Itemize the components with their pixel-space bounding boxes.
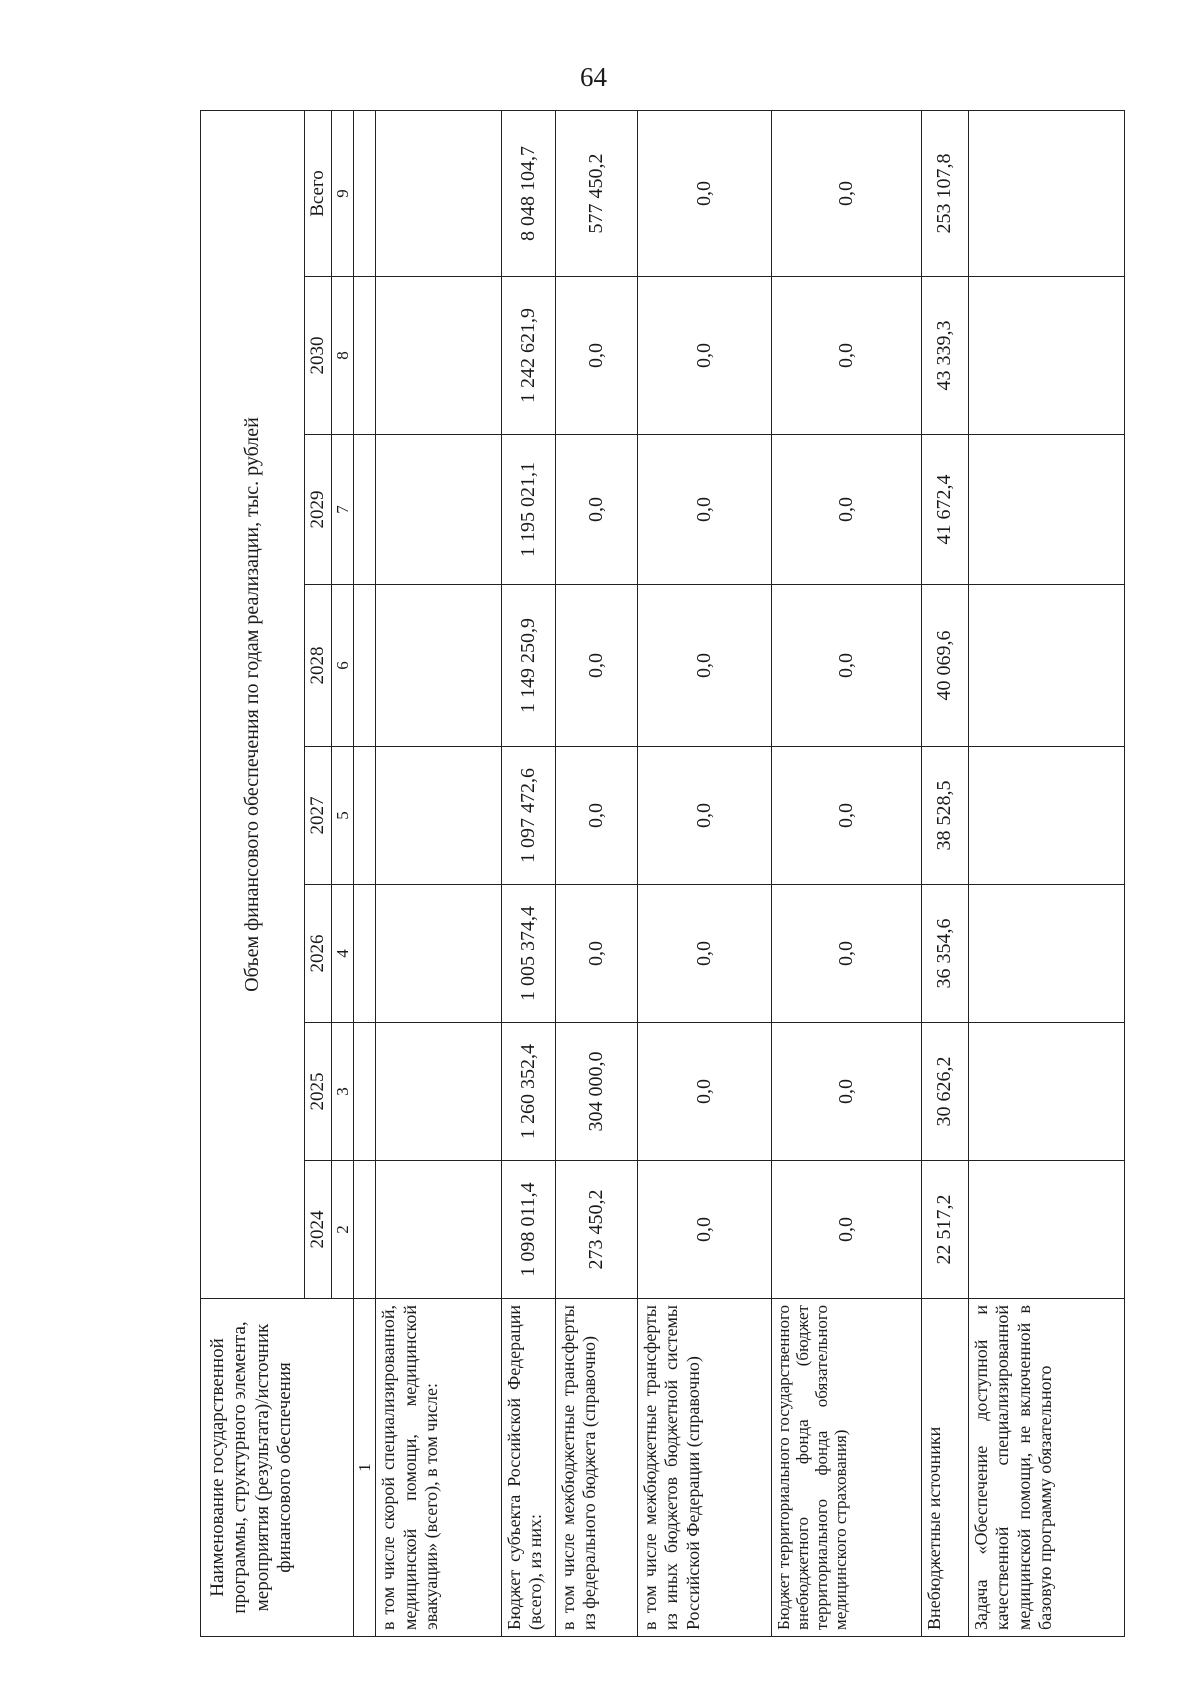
column-number-7: 7 [332, 435, 354, 585]
header-total: Всего [305, 110, 332, 276]
row-value [376, 585, 501, 747]
row-value: 0,0 [772, 885, 921, 1023]
row-value: 0,0 [638, 1023, 772, 1161]
row-value [376, 747, 501, 885]
row-value: 1 149 250,9 [501, 585, 555, 747]
row-value [969, 1161, 1125, 1299]
row-value: 30 626,2 [921, 1023, 969, 1161]
row-value: 40 069,6 [921, 585, 969, 747]
row-value: 0,0 [772, 1023, 921, 1161]
row-value: 0,0 [638, 277, 772, 435]
row-value: 1 005 374,4 [501, 885, 555, 1023]
row-value: 0,0 [555, 585, 637, 747]
row-value: 0,0 [555, 435, 637, 585]
row-value: 0,0 [772, 747, 921, 885]
column-number-6: 6 [332, 585, 354, 747]
header-year-2025: 2025 [305, 1023, 332, 1161]
row-value [376, 1161, 501, 1299]
table-row [376, 110, 501, 1636]
table-row [638, 110, 772, 1636]
row-name: Внебюджетные источники [921, 1299, 969, 1637]
column-number-spacer [354, 747, 376, 885]
row-value [969, 435, 1125, 585]
row-value: 1 242 621,9 [501, 277, 555, 435]
row-value: 0,0 [638, 1161, 772, 1299]
column-number-spacer [354, 110, 376, 276]
row-name: в том числе межбюджетные трансферты из федерального бюджета (справочно) [555, 1299, 637, 1637]
row-value: 22 517,2 [921, 1161, 969, 1299]
page-number: 64 [580, 62, 607, 92]
column-number-9: 9 [332, 110, 354, 276]
row-value: 0,0 [772, 277, 921, 435]
row-value: 0,0 [772, 585, 921, 747]
row-value: 0,0 [555, 277, 637, 435]
row-value [969, 885, 1125, 1023]
row-value: 0,0 [638, 885, 772, 1023]
row-name: в том числе межбюджетные трансферты из иных бюджетов бюджетной системы Российской Федерации (справочно) [638, 1299, 772, 1637]
header-year-2029: 2029 [305, 435, 332, 585]
row-value [376, 277, 501, 435]
row-value [376, 1023, 501, 1161]
header-group-title: Объем финансового обеспечения по годам реализации, тыс. рублей [201, 110, 305, 1298]
row-name: Бюджет территориального государственного внебюджетного фонда (бюджет территориального фонда обязательного медицинского страхования) [772, 1299, 921, 1637]
column-number-8: 8 [332, 277, 354, 435]
row-value: 43 339,3 [921, 277, 969, 435]
row-value: 8 048 104,7 [501, 110, 555, 276]
row-value: 0,0 [638, 585, 772, 747]
column-number-5: 5 [332, 747, 354, 885]
row-value: 41 672,4 [921, 435, 969, 585]
row-value [969, 585, 1125, 747]
row-value [969, 110, 1125, 276]
financing-table [200, 110, 1125, 1637]
row-value: 1 260 352,4 [501, 1023, 555, 1161]
table-row [772, 110, 921, 1636]
header-year-2028: 2028 [305, 585, 332, 747]
column-number-spacer [354, 885, 376, 1023]
row-value: 1 097 472,6 [501, 747, 555, 885]
row-value [376, 435, 501, 585]
row-value: 253 107,8 [921, 110, 969, 276]
header-year-2027: 2027 [305, 747, 332, 885]
row-value [376, 885, 501, 1023]
column-number-2: 2 [332, 1161, 354, 1299]
row-value [376, 110, 501, 276]
row-value: 0,0 [638, 747, 772, 885]
table-row [921, 110, 969, 1636]
row-value: 0,0 [555, 885, 637, 1023]
row-value: 0,0 [638, 435, 772, 585]
row-value: 0,0 [772, 435, 921, 585]
row-value: 0,0 [638, 110, 772, 276]
table-row [501, 110, 555, 1636]
row-name: Задача «Обеспечение доступной и качественной специализированной медицинской помощи, не включенной в базовую программу обязательного [969, 1299, 1125, 1637]
row-value: 38 528,5 [921, 747, 969, 885]
row-name: Бюджет субъекта Российской Федерации (всего), из них: [501, 1299, 555, 1637]
row-value: 1 195 021,1 [501, 435, 555, 585]
column-number-spacer [354, 585, 376, 747]
financing-table-rotated [200, 111, 1125, 1637]
column-number-spacer [354, 1161, 376, 1299]
column-number-1: 1 [354, 1299, 376, 1637]
column-number-spacer [354, 435, 376, 585]
row-value [969, 747, 1125, 885]
row-value: 577 450,2 [555, 110, 637, 276]
header-year-2024: 2024 [305, 1161, 332, 1299]
row-value [969, 277, 1125, 435]
column-number-4: 4 [332, 885, 354, 1023]
header-year-2030: 2030 [305, 277, 332, 435]
header-year-2026: 2026 [305, 885, 332, 1023]
column-number-spacer [354, 277, 376, 435]
row-value: 0,0 [772, 1161, 921, 1299]
row-value: 304 000,0 [555, 1023, 637, 1161]
row-value: 36 354,6 [921, 885, 969, 1023]
row-value: 1 098 011,4 [501, 1161, 555, 1299]
column-number-spacer [354, 1023, 376, 1161]
header-name-column: Наименование государственной программы, структурного элемента, мероприятия (результата)/источник финансового обеспечения [201, 1299, 354, 1637]
row-value: 0,0 [555, 747, 637, 885]
row-value: 0,0 [772, 110, 921, 276]
table-row [555, 110, 637, 1636]
column-number-3: 3 [332, 1023, 354, 1161]
row-name: в том числе скорой специализированной, медицинской помощи, медицинской эвакуации» (всего), в том числе: [376, 1299, 501, 1637]
table-row [969, 110, 1125, 1636]
row-value [969, 1023, 1125, 1161]
row-value: 273 450,2 [555, 1161, 637, 1299]
